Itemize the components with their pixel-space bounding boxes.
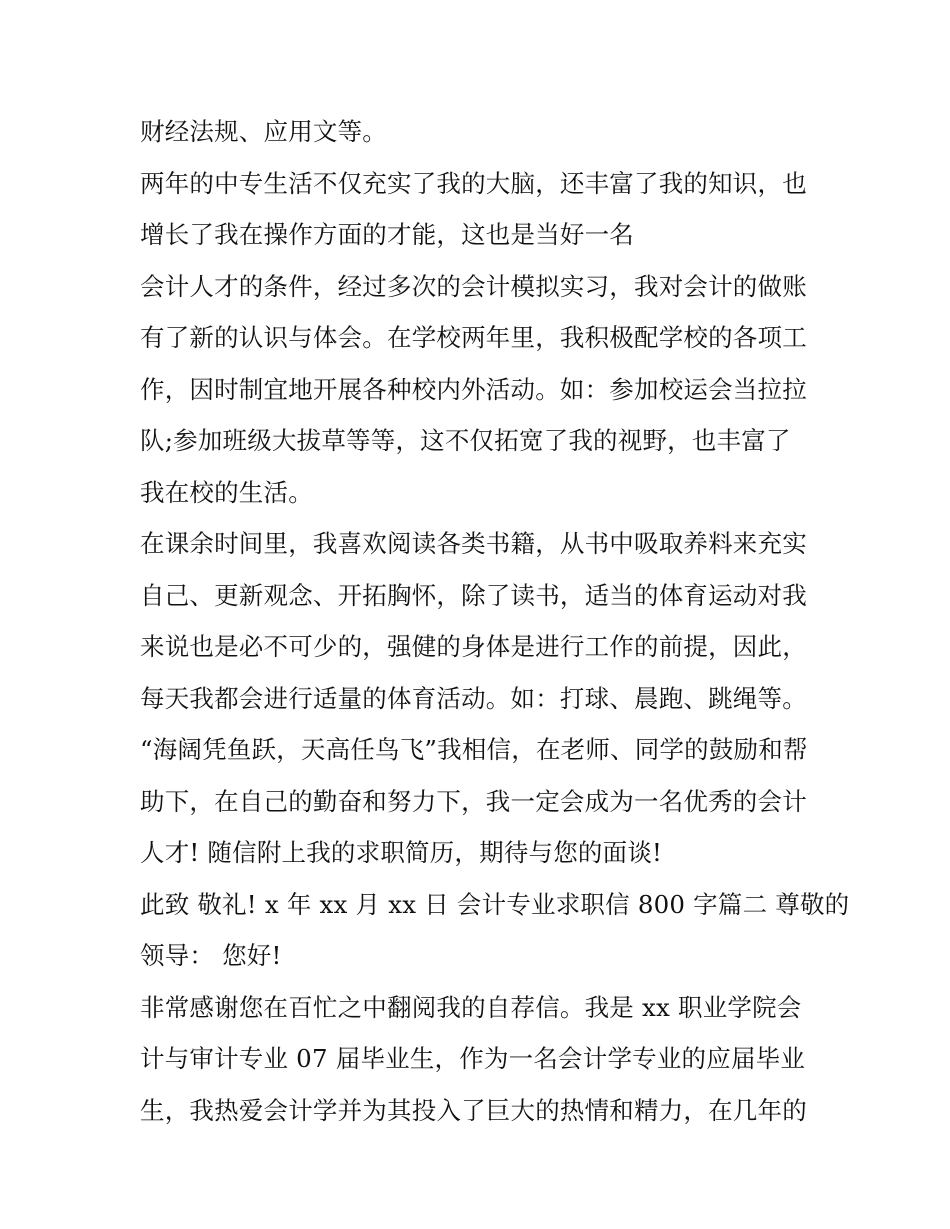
text-line: 计与审计专业 07 届毕业生，作为一名会计学专业的应届毕业	[140, 1044, 806, 1073]
text-line: 助下，在自己的勤奋和努力下，我一定会成为一名优秀的会计	[140, 786, 807, 816]
text-line: 有了新的认识与体会。在学校两年里，我积极配学校的各项工	[140, 323, 807, 352]
text-line: 来说也是必不可少的，强健的身体是进行工作的前提，因此，	[140, 632, 807, 661]
text-line: 增长了我在操作方面的才能，这也是当好一名	[140, 220, 634, 249]
text-line: 两年的中专生活不仅充实了我的大脑，还丰富了我的知识，也	[140, 168, 807, 198]
body-text	[140, 106, 850, 1136]
text-line: 非常感谢您在百忙之中翻阅我的自荐信。我是 xx 职业学院会	[140, 992, 802, 1022]
text-line: 人才! 随信附上我的求职简历，期待与您的面谈!	[140, 838, 663, 867]
text-line: 领导： 您好!	[140, 941, 282, 970]
text-line: 生，我热爱会计学并为其投入了巨大的热情和精力，在几年的	[140, 1095, 807, 1125]
text-line: 每天我都会进行适量的体育活动。如：打球、晨跑、跳绳等。	[140, 683, 807, 713]
text-line: 我在校的生活。	[140, 477, 313, 507]
text-line: 财经法规、应用文等。	[140, 117, 387, 146]
text-line: 作，因时制宜地开展各种校内外活动。如：参加校运会当拉拉	[140, 374, 807, 404]
text-line: 在课余时间里，我喜欢阅读各类书籍，从书中吸取养料来充实	[140, 529, 807, 558]
text-line: 队;参加班级大拔草等等，这不仅拓宽了我的视野，也丰富了	[140, 426, 791, 455]
text-line: 此致 敬礼! x 年 xx 月 xx 日 会计专业求职信 800 字篇二 尊敬的	[140, 889, 850, 919]
text-line: 会计人才的条件，经过多次的会计模拟实习，我对会计的做账	[140, 271, 807, 301]
text-line: 自己、更新观念、开拓胸怀，除了读书，适当的体育运动对我	[140, 580, 807, 610]
text-line: “海阔凭鱼跃，天高任鸟飞”我相信，在老师、同学的鼓励和帮	[140, 735, 808, 764]
